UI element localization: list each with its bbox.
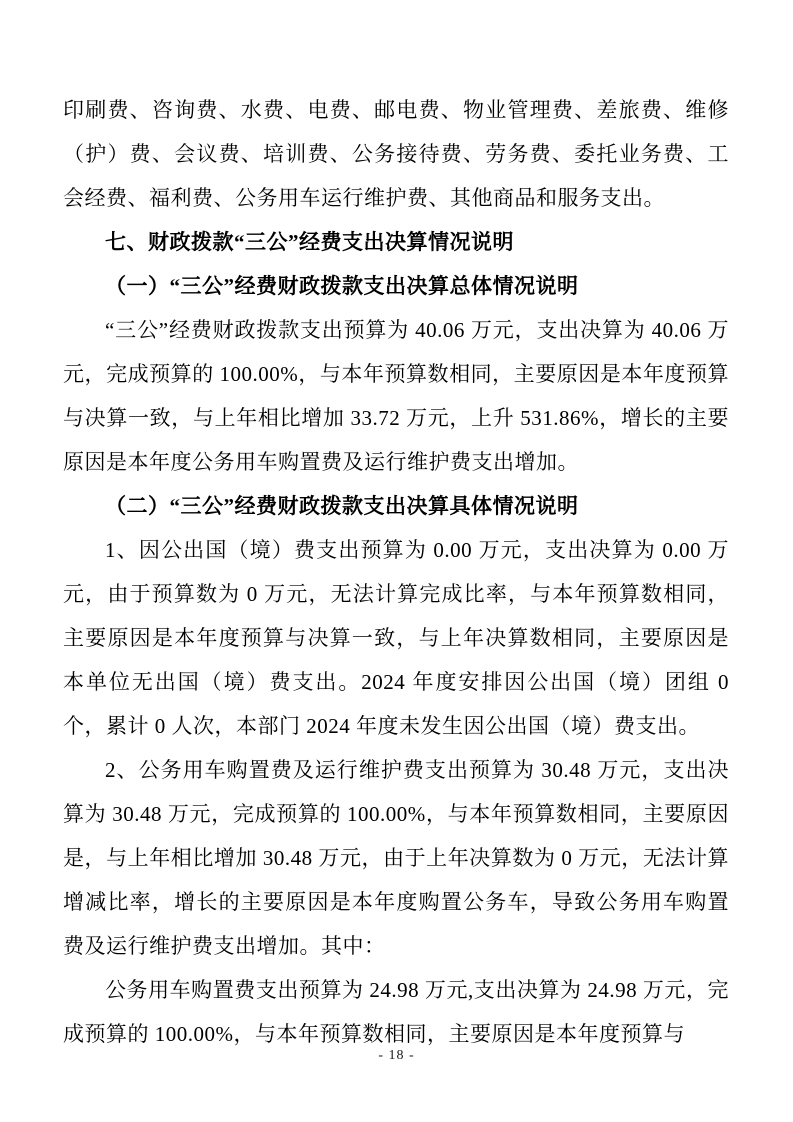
footer-page-number: - 18 - — [378, 1048, 415, 1063]
paragraph-official-vehicle-expense: 2、公务用车购置费及运行维护费支出预算为 30.48 万元，支出决算为 30.48 万元，完成预算的 100.00%，与本年预算数相同，主要原因是，与上年相比增加 30.48 万元，由于上年决算数为 0 万元，无法计算增减比率，增长的主要原因是本年度购置公务车，导致公务用车购置费及运行维护费支出增加。其中： — [63, 758, 729, 958]
paragraph-expense-items-continuation: 印刷费、咨询费、水费、电费、邮电费、物业管理费、差旅费、维修（护）费、会议费、培训费、公务接待费、劳务费、委托业务费、工会经费、福利费、公务用车运行维护费、其他商品和服务支出。 — [63, 98, 729, 210]
paragraph-overseas-travel-expense: 1、因公出国（境）费支出预算为 0.00 万元，支出决算为 0.00 万元，由于预算数为 0 万元，无法计算完成比率，与本年预算数相同，主要原因是本年度预算与决算一致，与上年决算数相同，主要原因是本单位无出国（境）费支出。2024 年度安排因公出国（境）团组 0 个，累计 0 人次，本部门 2024 年度未发生因公出国（境）费支出。 — [63, 538, 729, 738]
paragraph-three-public-overall: “三公”经费财政拨款支出预算为 40.06 万元，支出决算为 40.06 万元，完成预算的 100.00%，与本年预算数相同，主要原因是本年度预算与决算一致，与上年相比增加 33.72 万元，上升 531.86%，增长的主要原因是本年度公务用车购置费及运行维护费支出增加。 — [63, 318, 729, 474]
paragraph-vehicle-purchase-expense: 公务用车购置费支出预算为 24.98 万元,支出决算为 24.98 万元，完成预算的 100.00%，与本年预算数相同，主要原因是本年度预算与 — [63, 978, 729, 1046]
heading-subsection-two-detail: （二）“三公”经费财政拨款支出决算具体情况说明 — [105, 494, 579, 518]
heading-section-seven: 七、财政拨款“三公”经费支出决算情况说明 — [105, 230, 514, 254]
heading-subsection-one-overall: （一）“三公”经费财政拨款支出决算总体情况说明 — [105, 274, 579, 298]
